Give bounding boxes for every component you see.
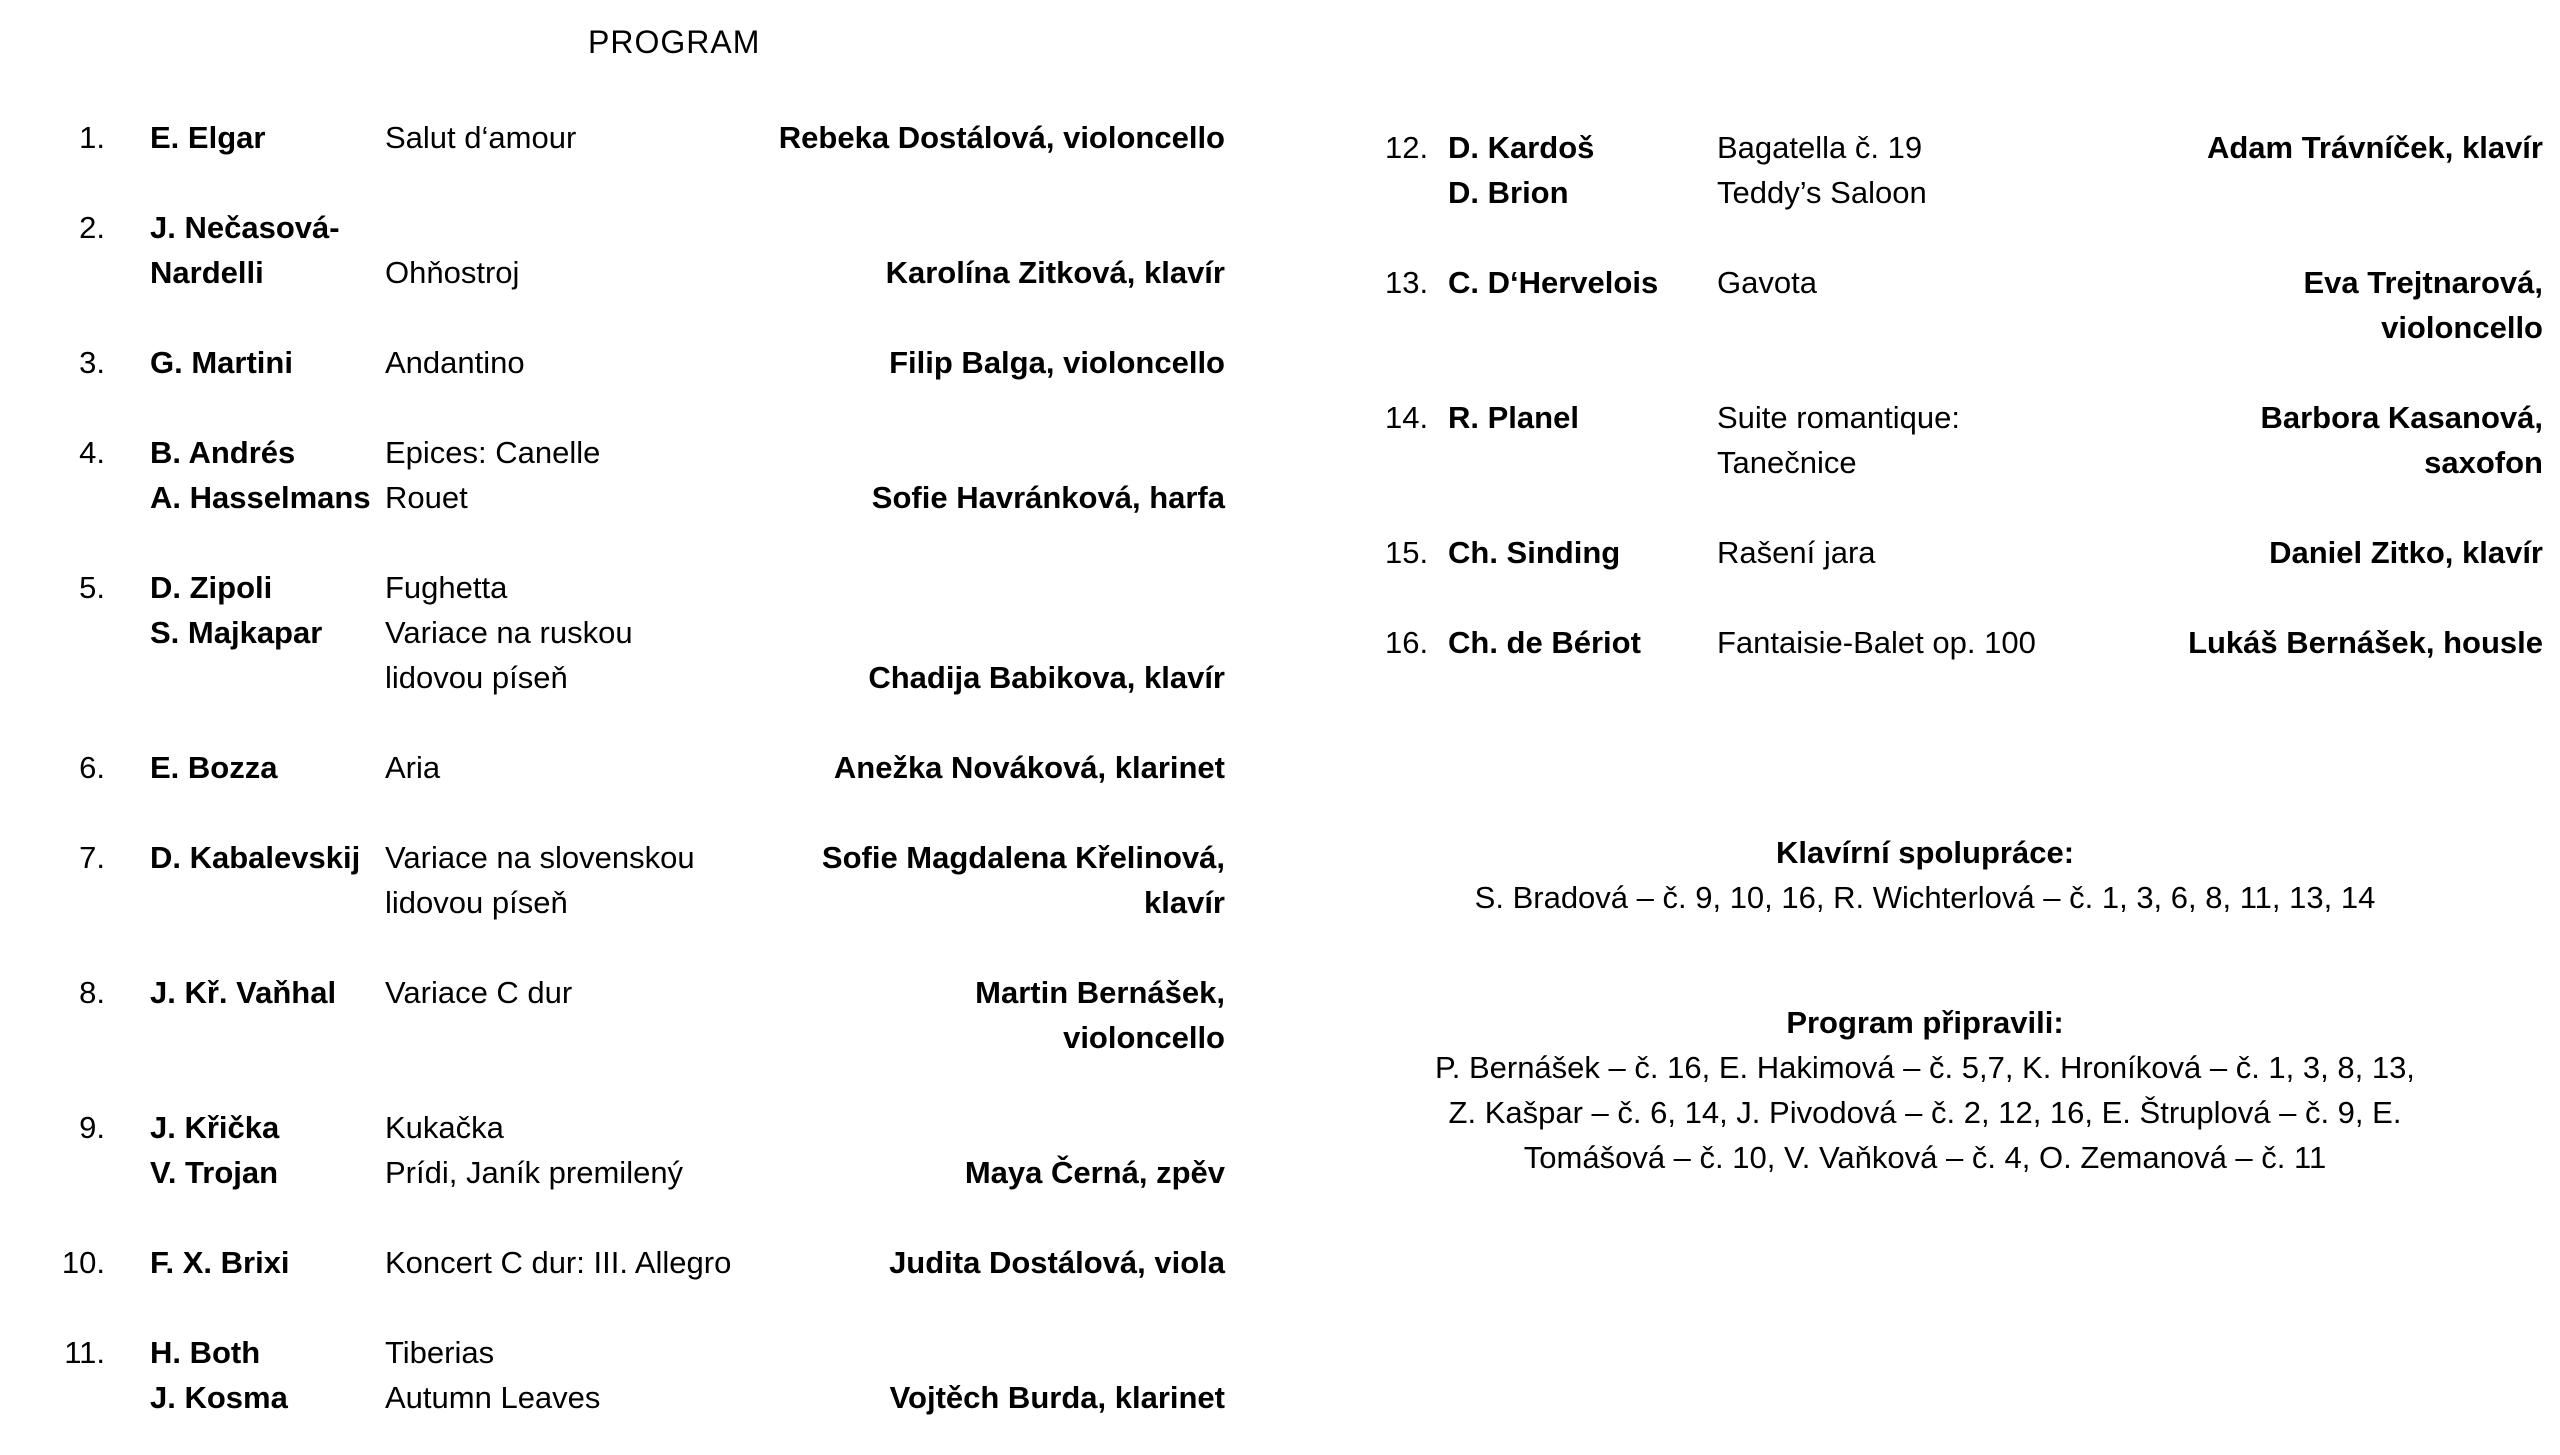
performer-name [740, 1105, 1225, 1150]
performer-name: Sofie Havránková, harfa [871, 480, 1225, 515]
performer-name [740, 1330, 1225, 1375]
piece-title [385, 205, 740, 250]
composer-name: J. Nečasová- [150, 210, 340, 245]
item-number: 13. [1385, 265, 1429, 300]
item-number: 3. [79, 345, 105, 380]
program-item [40, 430, 1225, 520]
item-number [40, 1015, 105, 1060]
performer-name: Eva Trejtnarová, [2303, 265, 2543, 300]
piece-title: lidovou píseň [385, 885, 568, 920]
performer-name [740, 610, 1225, 655]
piece-title: Salut d‘amour [385, 120, 577, 155]
program-item [1385, 395, 2543, 485]
item-number [40, 880, 105, 925]
program-item [1385, 125, 2543, 215]
item-number [40, 655, 105, 700]
composer-name [105, 655, 385, 700]
composer-name: G. Martini [150, 345, 293, 380]
piano-collaboration-section [1300, 830, 2550, 920]
performer-name: violoncello [1063, 1020, 1225, 1055]
composer-name: V. Trojan [150, 1155, 279, 1190]
item-number [40, 610, 105, 655]
item-number: 14. [1385, 400, 1429, 435]
piece-title: Variace C dur [385, 975, 573, 1010]
performer-name: Martin Bernášek, [975, 975, 1225, 1010]
composer-name: B. Andrés [150, 435, 296, 470]
performer-name: Daniel Zitko, klavír [2269, 535, 2543, 570]
performer-name: Rebeka Dostálová, violoncello [778, 120, 1225, 155]
item-number: 6. [79, 750, 105, 785]
item-number [1385, 170, 1448, 215]
composer-name: E. Bozza [150, 750, 278, 785]
composer-name: Ch. de Bériot [1448, 625, 1641, 660]
program-item [40, 115, 1225, 160]
item-number: 9. [79, 1110, 105, 1145]
composer-name: F. X. Brixi [150, 1245, 290, 1280]
item-number [40, 1375, 105, 1420]
piece-title: Gavota [1717, 265, 1817, 300]
piece-title: Fughetta [385, 570, 508, 605]
performer-name: Lukáš Bernášek, housle [2188, 625, 2543, 660]
piano-collaboration-line: S. Bradová – č. 9, 10, 16, R. Wichterlová – č. 1, 3, 6, 8, 11, 13, 14 [1474, 880, 2376, 915]
item-number [40, 250, 105, 295]
composer-name: J. Kř. Vaňhal [150, 975, 337, 1010]
performer-name: Barbora Kasanová, [2260, 400, 2543, 435]
piece-title: Koncert C dur: III. Allegro [385, 1245, 732, 1280]
piece-title: Prídi, Janík premilený [385, 1155, 684, 1190]
item-number: 4. [79, 435, 105, 470]
program-item [40, 1240, 1225, 1285]
performer-name [740, 430, 1225, 475]
composer-name: E. Elgar [150, 120, 266, 155]
program-item [40, 1330, 1225, 1420]
performer-name: Vojtěch Burda, klarinet [889, 1380, 1225, 1415]
program-column-left [40, 115, 1225, 1455]
piece-title: Ohňostroj [385, 255, 520, 290]
item-number: 10. [61, 1245, 105, 1280]
performer-name: klavír [1143, 885, 1225, 920]
program-item [40, 835, 1225, 925]
item-number: 16. [1385, 625, 1429, 660]
composer-name: J. Křička [150, 1110, 280, 1145]
composer-name: S. Majkapar [150, 615, 323, 650]
item-number: 12. [1385, 130, 1429, 165]
piece-title: Variace na slovenskou [385, 840, 695, 875]
program-item [40, 205, 1225, 295]
item-number [1385, 305, 1448, 350]
item-number: 8. [79, 975, 105, 1010]
piece-title: Autumn Leaves [385, 1380, 601, 1415]
program-item [40, 1105, 1225, 1195]
composer-name: J. Kosma [150, 1380, 288, 1415]
piece-title: Tanečnice [1717, 445, 1857, 480]
piece-title: Rouet [385, 480, 468, 515]
composer-name [105, 1015, 385, 1060]
program-prepared-line: Tomášová – č. 10, V. Vaňková – č. 4, O. Zemanová – č. 11 [1523, 1140, 2327, 1175]
program-item [1385, 260, 2543, 350]
item-number: 5. [79, 570, 105, 605]
item-number: 2. [79, 210, 105, 245]
composer-name: Nardelli [150, 255, 264, 290]
composer-name [1448, 305, 1717, 350]
item-number: 1. [79, 120, 105, 155]
performer-name: Filip Balga, violoncello [889, 345, 1225, 380]
composer-name [105, 880, 385, 925]
program-column-right [1385, 125, 2543, 710]
piece-title: Aria [385, 750, 441, 785]
piece-title: Tiberias [385, 1335, 495, 1370]
item-number: 7. [79, 840, 105, 875]
item-number [1385, 440, 1448, 485]
composer-name: H. Both [150, 1335, 261, 1370]
performer-name: Maya Černá, zpěv [964, 1155, 1225, 1190]
composer-name: C. D‘Hervelois [1448, 265, 1659, 300]
program-item [40, 565, 1225, 700]
composer-name [1448, 440, 1717, 485]
performer-name: Judita Dostálová, viola [889, 1245, 1225, 1280]
piece-title: Suite romantique: [1717, 400, 1960, 435]
performer-name: violoncello [2381, 310, 2543, 345]
piece-title: Epices: Canelle [385, 435, 601, 470]
item-number [40, 1150, 105, 1195]
page-title: PROGRAM [588, 24, 761, 60]
composer-name: D. Kabalevskij [150, 840, 361, 875]
item-number: 11. [64, 1335, 105, 1370]
piece-title [1717, 305, 2145, 350]
program-item [40, 340, 1225, 385]
piece-title: lidovou píseň [385, 660, 568, 695]
piece-title: Bagatella č. 19 [1717, 130, 1923, 165]
program-prepared-line: Z. Kašpar – č. 6, 14, J. Pivodová – č. 2, 12, 16, E. Štruplová – č. 9, E. [1448, 1095, 2402, 1130]
piece-title: Andantino [385, 345, 525, 380]
composer-name: A. Hasselmans [150, 480, 371, 515]
program-item [1385, 530, 2543, 575]
piece-title: Teddy’s Saloon [1717, 175, 1927, 210]
performer-name: Adam Trávníček, klavír [2206, 130, 2543, 165]
piece-title: Kukačka [385, 1110, 504, 1145]
piece-title: Variace na ruskou [385, 615, 633, 650]
program-item [40, 745, 1225, 790]
program-prepared-line: P. Bernášek – č. 16, E. Hakimová – č. 5,7, K. Hroníková – č. 1, 3, 8, 13, [1435, 1050, 2415, 1085]
performer-name [2145, 170, 2543, 215]
piece-title: Fantaisie-Balet op. 100 [1717, 625, 2036, 660]
performer-name: Sofie Magdalena Křelinová, [821, 840, 1225, 875]
composer-name: D. Kardoš [1448, 130, 1595, 165]
program-prepared-section [1300, 1000, 2550, 1180]
performer-name [740, 205, 1225, 250]
composer-name: Ch. Sinding [1448, 535, 1621, 570]
performer-name: Chadija Babikova, klavír [868, 660, 1225, 695]
piece-title [385, 1015, 740, 1060]
item-number: 15. [1385, 535, 1429, 570]
piece-title: Rašení jara [1717, 535, 1876, 570]
performer-name: Anežka Nováková, klarinet [833, 750, 1225, 785]
program-item [1385, 620, 2543, 665]
program-prepared-title: Program připravili: [1786, 1005, 2064, 1040]
composer-name: D. Zipoli [150, 570, 273, 605]
item-number [40, 475, 105, 520]
performer-name [740, 565, 1225, 610]
performer-name: Karolína Zitková, klavír [885, 255, 1225, 290]
composer-name: D. Brion [1448, 175, 1569, 210]
piano-collaboration-title: Klavírní spolupráce: [1775, 835, 2075, 870]
performer-name: saxofon [2424, 445, 2543, 480]
program-item [40, 970, 1225, 1060]
composer-name: R. Planel [1448, 400, 1579, 435]
